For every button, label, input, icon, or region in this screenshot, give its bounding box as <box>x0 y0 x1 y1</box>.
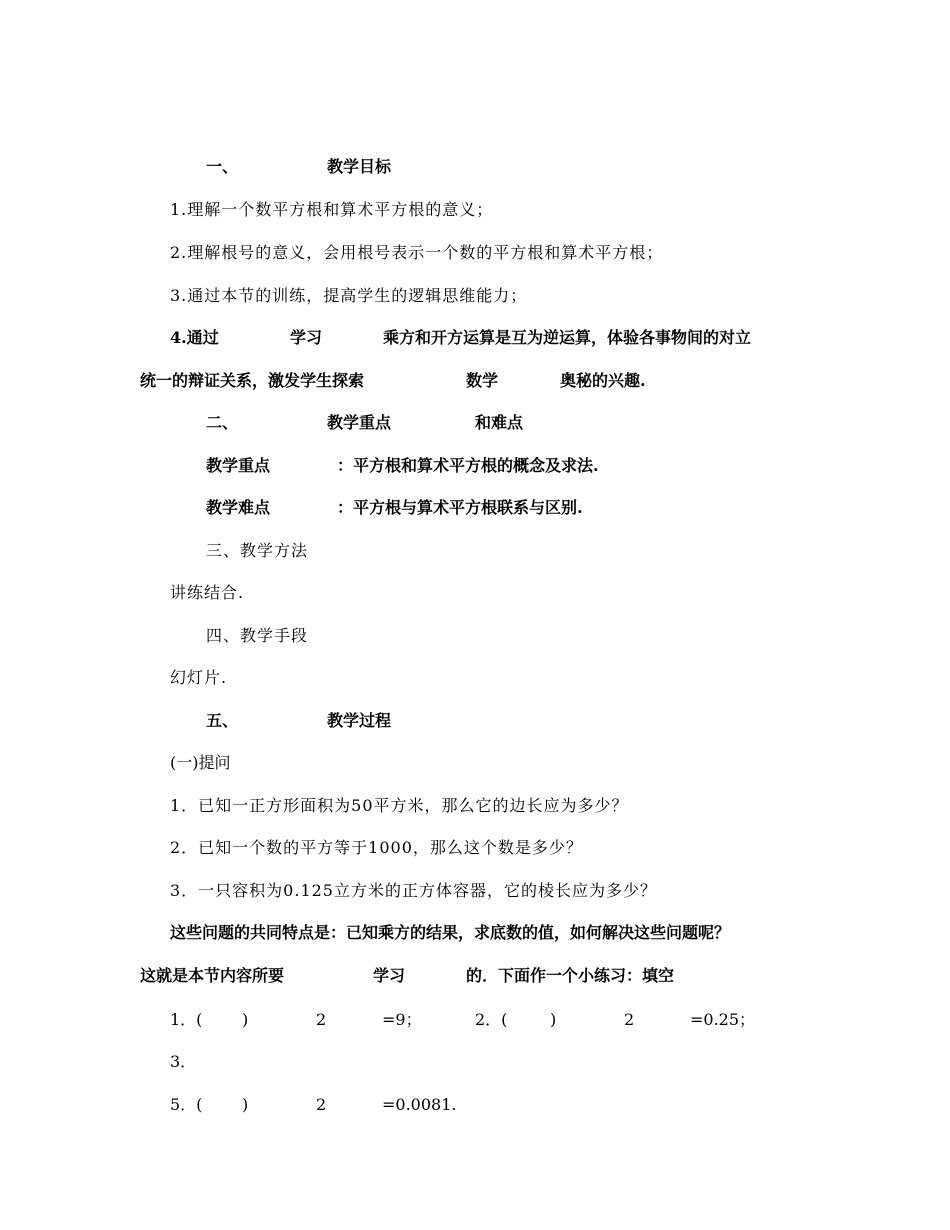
exercise-5-number: 5．( <box>170 1095 203 1114</box>
objective-1: 1.理解一个数平方根和算术平方根的意义； <box>170 200 494 219</box>
question-2: 2．已知一个数的平方等于1000，那么这个数是多少？ <box>170 838 583 857</box>
objective-4-part-b: 学习 <box>290 328 323 347</box>
objective-4-part-a: 4.通过 <box>170 328 219 347</box>
section3-content: 讲练结合. <box>170 583 245 602</box>
exercise-1-number: 1．( <box>170 1010 203 1029</box>
exercise-5-value: =0.0081. <box>382 1095 457 1114</box>
exercise-5-exponent: 2 <box>316 1095 327 1114</box>
section1-title: 教学目标 <box>327 157 392 176</box>
objective-4-part-e: 数学 <box>466 371 499 390</box>
exercise-2-exponent: 2 <box>624 1010 635 1029</box>
section1-number: 一、 <box>206 157 239 176</box>
objective-4-part-f: 奥秘的兴趣. <box>560 371 646 390</box>
section4-heading: 四、教学手段 <box>206 626 309 645</box>
section2-title-b: 和难点 <box>475 413 524 432</box>
section5-title: 教学过程 <box>327 711 392 730</box>
exercise-1-exponent: 2 <box>316 1010 327 1029</box>
exercise-2-value: =0.25； <box>690 1010 756 1029</box>
section5-number: 五、 <box>206 711 239 730</box>
key-point-text: ：平方根和算术平方根的概念及求法. <box>337 456 599 475</box>
exercise-3-number: 3． <box>170 1052 197 1071</box>
exercise-2-number: 2．( <box>475 1010 508 1029</box>
summary-part-a: 这就是本节内容所要 <box>140 966 285 985</box>
exercise-1-value: =9； <box>382 1010 422 1029</box>
subsection-heading: (一)提问 <box>170 753 231 772</box>
objective-4-part-c: 乘方和开方运算是互为逆运算，体验各事物间的对立 <box>383 328 752 347</box>
summary-line-1: 这些问题的共同特点是：已知乘方的结果，求底数的值，如何解决这些问题呢？ <box>170 923 731 942</box>
key-point-label: 教学重点 <box>206 456 271 475</box>
exercise-5-close-paren: ) <box>242 1095 249 1114</box>
summary-part-c: 的．下面作一个小练习：填空 <box>466 966 675 985</box>
objective-4-part-d: 统一的辩证关系，激发学生探索 <box>140 371 365 390</box>
section3-heading: 三、教学方法 <box>206 541 309 560</box>
difficulty-text: ：平方根与算术平方根联系与区别. <box>337 498 583 517</box>
section4-content: 幻灯片. <box>170 668 228 687</box>
question-1: 1．已知一正方形面积为50平方米，那么它的边长应为多少？ <box>170 796 629 815</box>
exercise-1-close-paren: ) <box>242 1010 249 1029</box>
objective-2: 2.理解根号的意义，会用根号表示一个数的平方根和算术平方根； <box>170 243 664 262</box>
summary-part-b: 学习 <box>373 966 406 985</box>
section2-number: 二、 <box>206 413 239 432</box>
objective-3: 3.通过本节的训练，提高学生的逻辑思维能力； <box>170 286 528 305</box>
exercise-2-close-paren: ) <box>550 1010 557 1029</box>
question-3: 3．一只容积为0.125立方米的正方体容器，它的棱长应为多少？ <box>170 881 657 900</box>
section2-title-a: 教学重点 <box>327 413 392 432</box>
difficulty-label: 教学难点 <box>206 498 271 517</box>
